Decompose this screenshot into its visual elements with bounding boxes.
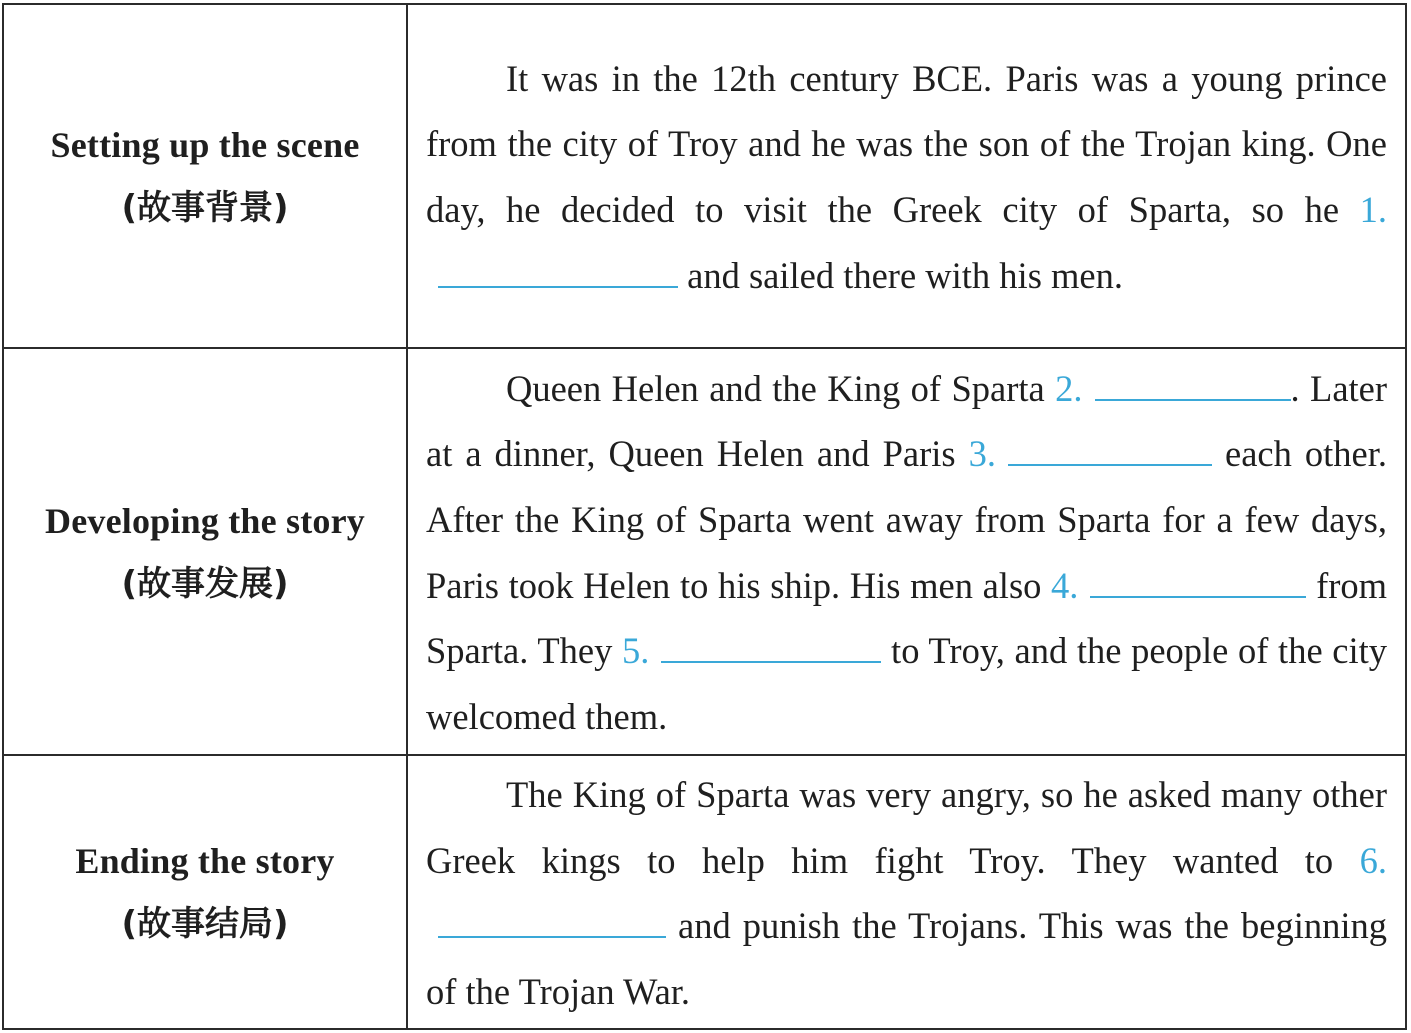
table-row [3,4,1406,348]
stage-cell [3,755,407,1029]
text-segment: to Troy, and the people of the city welcomed them. [426,630,1388,737]
stage-title: Setting up the scene [50,125,360,165]
text-segment: Queen Helen and the King of Sparta [506,367,1045,409]
text-segment: . Later at a dinner, Queen Helen and Paris [426,367,1388,475]
answer-blank-4[interactable] [1090,560,1306,598]
story-paragraph [426,762,1387,1024]
story-table [2,3,1407,1030]
answer-blank-5[interactable] [661,625,881,663]
stage-title: Developing the story [45,500,365,541]
story-paragraph [426,356,1387,750]
stage-title: Ending the story [75,841,335,882]
story-text-cell [407,348,1406,755]
answer-blank-1[interactable] [438,250,678,288]
text-segment: each other. After the King of Sparta went away from Sparta for a few days, Paris took Helen to his ship. His men also [426,433,1387,606]
blank-number: 3. [968,433,997,475]
answer-blank-3[interactable] [1008,428,1212,466]
stage-cell [3,4,407,348]
table-row [3,348,1406,755]
stage-chinese-label: (故事发展) [121,563,289,604]
stage-cell [3,348,407,755]
text-segment: and sailed there with his men. [687,254,1123,296]
stage-chinese-label: (故事背景) [121,188,289,228]
text-segment: and punish the Trojans. This was the beginning of the Trojan War. [426,905,1387,1012]
answer-blank-6[interactable] [438,900,666,938]
story-paragraph [426,46,1387,308]
stage-chinese-label: (故事结局) [121,904,289,945]
table-row [3,755,1406,1029]
blank-number: 4. [1051,564,1079,606]
blank-number: 6. [1359,839,1387,881]
blank-number: 2. [1055,367,1083,409]
blank-number: 1. [1359,189,1388,230]
blank-number: 5. [622,630,650,672]
story-text-cell [407,4,1406,348]
text-segment: It was in the 12th century BCE. Paris was a young prince from the city of Troy and he was the son of the Trojan king. One day, he decided to visit the Greek city of Sparta, so he [426,57,1387,230]
story-text-cell [407,755,1406,1029]
answer-blank-2[interactable] [1095,363,1291,401]
text-segment: The King of Sparta was very angry, so he asked many other Greek kings to help him fight Troy. They wanted to [426,774,1387,881]
text-segment: from Sparta. They [426,564,1388,672]
